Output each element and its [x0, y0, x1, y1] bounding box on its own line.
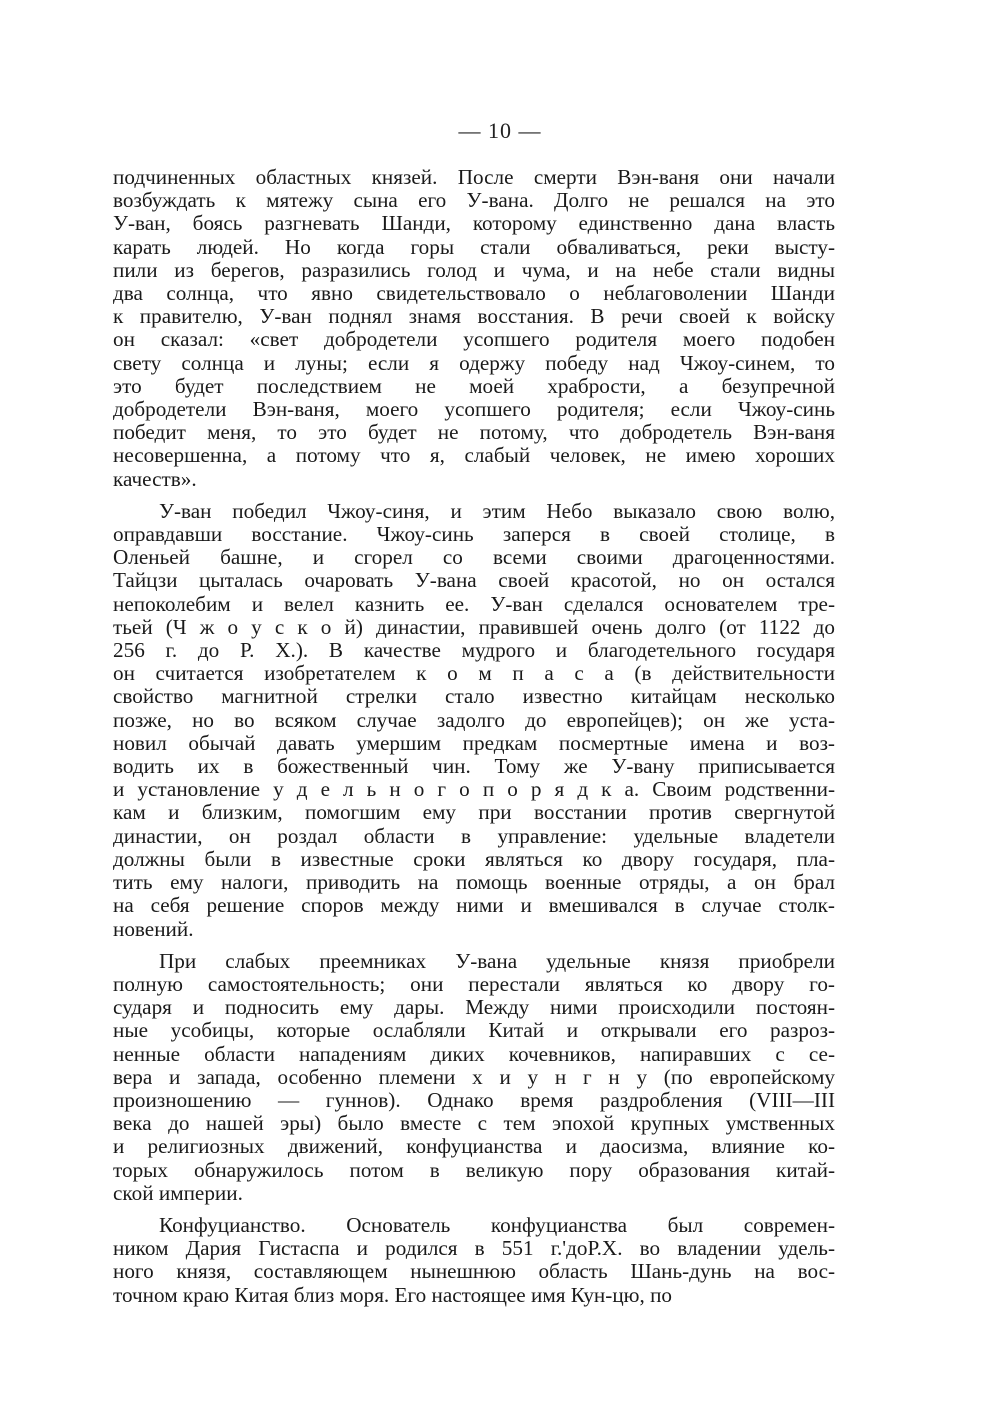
text-line: подчиненных областных князей. После смерти Вэн-ваня они начали	[113, 165, 836, 189]
text-line: на себя решение споров между ними и вмешивался в случае столк-	[113, 893, 835, 918]
text-line: пили из берегов, разразились голод и чума, и на небе стали видны	[113, 257, 836, 282]
text-line: вера и запада, особенно племени х и у н г н у (по европейскому	[113, 1064, 835, 1089]
text-line: произношению — гуннов). Однако время раздробления (VIII—III	[113, 1087, 836, 1112]
text-line: новений.	[113, 916, 194, 941]
text-line: добродетели Вэн-ваня, моего усопшего родителя; если Чжоу-синь	[113, 397, 836, 422]
text-line: оправдавши восстание. Чжоу-синь заперся в своей столице, в	[113, 522, 835, 547]
text-line: Конфуцианство. Основатель конфуцианства был современ-	[159, 1212, 836, 1237]
text-line: два солнца, что явно свидетельствовало о неблаговолении Шанди	[113, 281, 835, 306]
paragraph	[113, 950, 835, 1205]
text-line: точном краю Китая близ моря. Его настоящее имя Кун-цю, по	[113, 1282, 673, 1307]
text-line: У-ван победил Чжоу-синя, и этим Небо выказало свою волю,	[159, 498, 836, 523]
text-line: династии, он роздал области в управление: удельные владетели	[113, 823, 836, 848]
text-line: и религиозных движений, конфуцианства и даосизма, влияние ко-	[113, 1134, 836, 1159]
text-line: свойство магнитной стрелки стало известно китайцам несколько	[113, 684, 836, 709]
text-line: он считается изобретателем к о м п а с а (в действительности	[113, 661, 835, 686]
text-line: должны были в известные сроки являться ко двору государя, пла-	[113, 846, 835, 871]
text-line: ской империи.	[113, 1180, 243, 1205]
text-line: и установление у д е л ь н о г о п о р я д к а. Своим родственни-	[113, 777, 836, 802]
text-line: торых обнаружилось потом в великую пору образования китай-	[113, 1157, 835, 1182]
text-line: ненные области нападениям диких кочевников, напиравших с се-	[113, 1041, 836, 1066]
text-line: он сказал: «свет добродетели усопшего родителя моего подобен	[113, 327, 835, 352]
paragraph	[113, 500, 835, 941]
text-line: У-ван, боясь разгневать Шанди, которому единственно дана власть	[113, 211, 836, 236]
text-line: несовершенна, а потому что я, слабый человек, не имею хороших	[113, 443, 835, 468]
text-line: непоколебим и велел казнить ее. У-ван сделался основателем тре-	[113, 591, 835, 616]
text-line: свету солнца и луны; если я одержу победу над Чжоу-синем, то	[113, 350, 835, 375]
text-line: возбуждать к мятежу сына его У-вана. Долго не решался на это	[113, 188, 835, 213]
text-line: тьей (Ч ж о у с к о й) династии, правившей очень долго (от 1122 до	[113, 614, 835, 639]
text-line: сударя и подносить ему дары. Между ними происходили постоян-	[113, 995, 836, 1020]
text-line: ником Дария Гистаспа и родился в 551 г.'доР.Х. во владении удель-	[113, 1236, 835, 1261]
paragraph	[113, 1214, 835, 1307]
text-line: века до нашей эры) было вместе с тем эпохой крупных умственных	[113, 1111, 835, 1136]
body-text	[113, 166, 835, 1316]
text-line: полную самостоятельность; они перестали являться ко двору го-	[113, 971, 835, 996]
text-line: новил обычай давать умершим предкам посмертные имена и воз-	[113, 730, 835, 755]
text-line: позже, но во всяком случае задолго до европейцев); он же уста-	[113, 707, 836, 732]
text-line: к правителю, У-ван поднял знамя восстания. В речи своей к войску	[113, 304, 836, 329]
text-line: карать людей. Но когда горы стали обваливаться, реки высту-	[113, 234, 836, 259]
page-number: — 10 —	[458, 118, 542, 143]
text-line: ного князя, составляющем нынешнюю область Шань-дунь на вос-	[113, 1259, 836, 1284]
text-line: При слабых преемниках У-вана удельные князя приобрели	[159, 948, 835, 973]
paragraph	[113, 166, 835, 491]
text-line: Тайцзи цыталась очаровать У-вана своей красотой, но он остался	[113, 568, 835, 593]
text-line: это будет последствием не моей храбрости, а безупречной	[113, 373, 835, 398]
text-line: качеств».	[113, 466, 197, 491]
text-line: ные усобицы, которые ослабляли Китай и открывали его разроз-	[113, 1018, 836, 1043]
text-line: водить их в божественный чин. Тому же У-вану приписывается	[113, 754, 835, 779]
text-line: кам и близким, помогшим ему при восстании против свергнутой	[113, 800, 836, 825]
text-line: тить ему налоги, приводить на помощь военные отряды, а он брал	[113, 870, 836, 895]
text-line: Оленьей башне, и сгорел со всеми своими драгоценностями.	[113, 545, 835, 570]
text-line: победит меня, то это будет не потому, что добродетель Вэн-ваня	[113, 420, 835, 445]
text-line: 256 г. до Р. Х.). В качестве мудрого и благодетельного государя	[113, 638, 835, 663]
